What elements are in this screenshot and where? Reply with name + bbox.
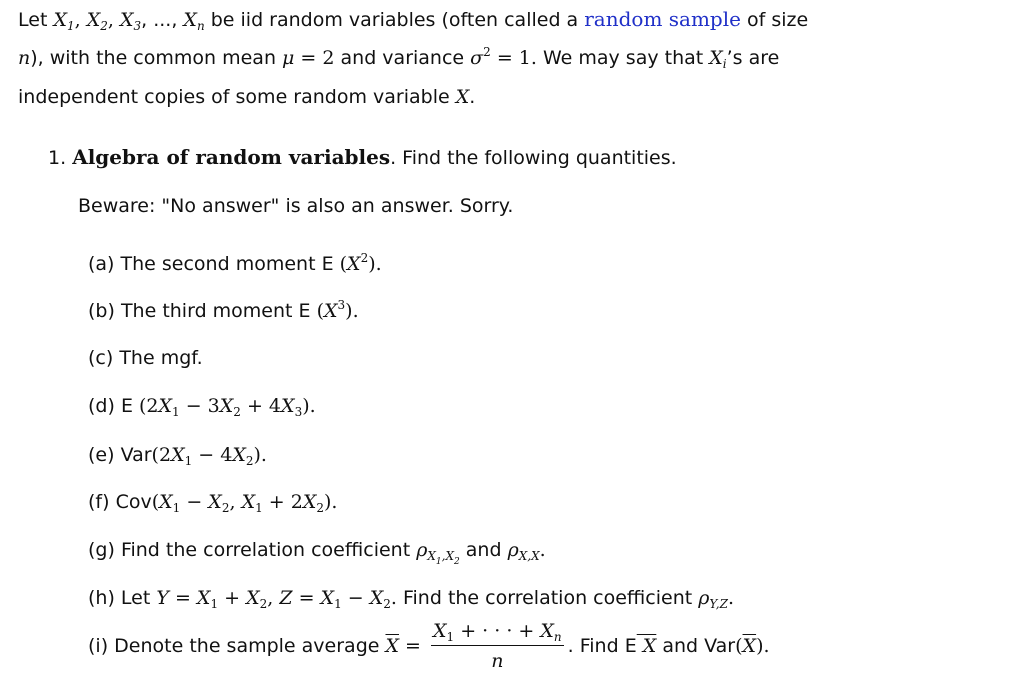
item-label: (g) — [88, 539, 115, 561]
item-label: (d) — [88, 395, 115, 417]
mean-value: = 2 — [294, 47, 335, 69]
text: of size — [740, 9, 809, 31]
intro-line-1: Let $X_1$, $X_2$, $X_3$, ..., $X_n$ be iid random variables (often called a random sample of size — [18, 7, 809, 33]
sigma-symbol: σ — [470, 47, 484, 69]
item-label: (c) — [88, 347, 114, 369]
text: ), with the common mean — [30, 47, 283, 69]
var-xi: $X_i$ — [709, 47, 727, 71]
beware-note: Beware: "No answer" is also an answer. Sorry. — [78, 195, 514, 217]
mu-symbol: μ — [282, 47, 295, 69]
var-x1: $X_1$ — [53, 9, 75, 33]
section-title: Algebra of random variables — [72, 145, 391, 169]
var-x: X — [455, 86, 470, 108]
random-sample-term: random sample — [584, 7, 741, 31]
var-x3: $X_3$ — [119, 9, 142, 33]
item-h: (h) Let $Y = X_1 + X_2$, $Z = X_1 - X_2$. Find the correlation coefficient $\rho_{Y,Z}$. — [88, 587, 734, 611]
text: be iid random variables (often called a — [204, 9, 585, 31]
item-i: (i) Denote the sample average $\overline{X}$ = $\frac{X_1 + \cdot \cdot \cdot + X_n}{n}$ . Find E X and $Var(\overline{X})$. — [88, 620, 770, 672]
item-label: (i) — [88, 635, 109, 657]
text: We may say that — [536, 47, 710, 69]
intro-line-2: n), with the common mean μ = 2 and variance $\sigma^2 = 1$. We may say that $X_i’s$ are — [18, 45, 780, 71]
item-g: (g) Find the correlation coefficient $\rho_{X_1,X_2}$ and $\rho_{X,X}$. — [88, 539, 546, 567]
item-d: (d) E $(2X_1 - 3X_2 + 4X_3)$. — [88, 395, 316, 419]
item-f: (f) $Cov(X_1 - X_2$, $X_1 + 2X_2$). — [88, 491, 338, 515]
section-instructions: . Find the following quantities. — [390, 147, 677, 169]
item-c: (c) The mgf. — [88, 347, 203, 369]
var-xn: $X_n$ — [183, 9, 205, 33]
item-e: (e) $Var(2X_1 - 4X_2)$. — [88, 444, 267, 468]
item-label: (a) — [88, 253, 115, 275]
sample-average-fraction: $\frac{X_1 + \cdot \cdot \cdot + X_n}{n}$ — [433, 620, 562, 672]
text: Let — [18, 9, 54, 31]
intro-line-3: independent copies of some random variable X. — [18, 86, 476, 108]
item-b: (b) The third moment E $(X^3)$. — [88, 298, 359, 322]
item-label: (b) — [88, 300, 115, 322]
variance-value: = 1. — [490, 47, 537, 69]
text: and variance — [334, 47, 471, 69]
section-heading — [48, 147, 677, 168]
item-label: (e) — [88, 444, 115, 466]
var-x2: $X_2$ — [86, 9, 108, 33]
item-label: (h) — [88, 587, 115, 609]
text: independent copies of some random variable — [18, 86, 456, 108]
item-a: (a) The second moment E $(X^2)$. — [88, 251, 382, 275]
item-label: (f) — [88, 491, 110, 513]
section-number: 1. — [48, 147, 67, 169]
var-n: n — [18, 47, 31, 69]
text: ’s are — [726, 47, 780, 69]
